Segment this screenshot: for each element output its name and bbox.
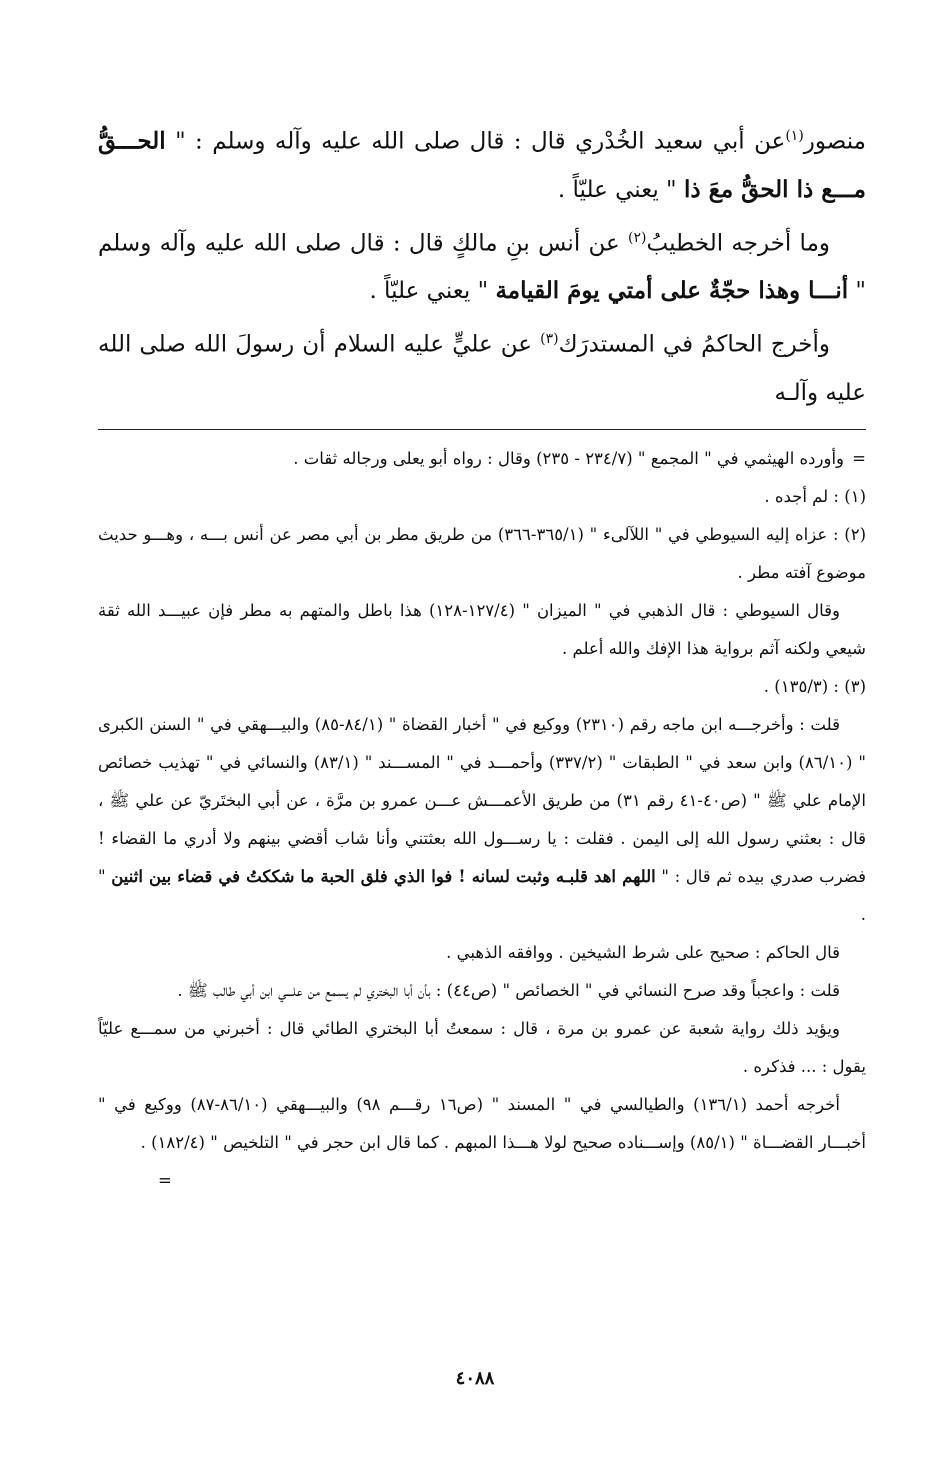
hadith-quote-1: الحـــقُّ مـــع ذا الحقُّ معَ ذا <box>98 127 866 203</box>
text: وما أخرجه الخطيبُ <box>646 230 830 257</box>
footnote-3: (٣) : (١٣٥/٣) . <box>763 676 866 696</box>
text: قلت : وأخرجـــه ابن ماجه رقم (٢٣١٠) ووكيع في " أخبار القضاة " (٨٤/١-٨٥) والبيـــهقي في " السنن الكبرى " (٨٦/١٠) وابن سعد في " الطبقات " (٣٣٧/٢) وأحمـــد في " المســـند " (٨٣/١) والنسائي في " تهذيب خصائص الإمام علي ﷺ " (ص٤٠-٤١ رقم ٣١) من طريق الأعمـــش عـــن عمرو بن مرَّة ، عن أبي البختَريّ عن علي ﷺ ، قال : بعثني رسول الله إلى اليمن . فقلت : يا رســـول الله بعثتني وأنا شاب أقضي بينهم ولا أدري ما القضاء ! فضرب صدري بيده ثم قال : " <box>98 714 867 886</box>
main-paragraph-2 <box>98 214 866 316</box>
footnote-divider <box>98 429 866 430</box>
footnote-3-paragraph: قال الحاكم : صحيح على شرط الشيخين . ووافقه الذهبي . <box>446 942 840 962</box>
text: " يعني عليّاً . <box>557 176 684 203</box>
footnote-1: (١) : لم أجده . <box>764 486 866 506</box>
footnote-2-paragraph: وقال السيوطي : قال الذهبي في " الميزان " (١٢٧/٤-١٢٨) هذا باطل والمتهم به مطر فإن عبيـــد الله ثقة شيعي ولكنه آثم برواية هذا الإفك والله أعلم . <box>98 600 866 658</box>
text: " . <box>98 866 866 924</box>
text: أخرجه أحمد (١٣٦/١) والطيالسي في " المسند " (ص١٦ رقـــم ٩٨) والبيـــهقي (٨٦/١٠-٨٧) ووكيع في " أخبـــار القضـــاة " (٨٥/١) وإســـناده صحيح لولا هـــذا المبهم . كما قال ابن حجر في " التلخيص " (١٨٢/٤) . <box>98 1094 866 1152</box>
text: عن أنس بنِ مالكٍ قال : قال صلى الله عليه وآله وسلم " <box>98 230 866 305</box>
hadith-quote-3: اللهم اهد قلبـه وثبت لسانه ! فوا الذي فلق الحبة ما شككتُ في قضاء بين اثنين <box>111 866 656 886</box>
footnote-ref-3[interactable]: (٣) <box>540 331 559 348</box>
text: منصور <box>803 128 866 155</box>
footnote-continued <box>98 440 866 478</box>
footnote-ref-2[interactable]: (٢) <box>628 229 647 246</box>
footnotes <box>98 440 867 1190</box>
text: " يعني عليّاً . <box>369 278 496 305</box>
text: عن عليٍّ عليه السلام أن رسولَ الله صلى الله عليه وآلـه <box>98 331 866 406</box>
footnote-3-paragraph: ويؤيد ذلك رواية شعبة عن عمرو بن مرة ، قال : سمعتُ أبا البختري الطائي قال : أخبرني من سمـــع عليّاً يقول : ... فذكره . <box>98 1018 866 1076</box>
text: وأورده الهيثمي في " المجمع " (٢٣٤/٧ - ٢٣٥) وقال : رواه أبو يعلى ورجاله ثقات . <box>293 448 844 468</box>
hadith-quote-2: أنـــا وهذا حجّةٌ على أمتي يومَ القيامة <box>495 277 849 305</box>
footnote-2: (٢) : عزاه إليه السيوطي في " اللآلىء " (٣٦٥/١-٣٦٦) من طريق مطر بن أبي مصر عن أنس بـــه ، وهـــو حديث موضوع آفته مطر . <box>98 524 866 582</box>
footnote-3-paragraph <box>98 1086 866 1190</box>
footnote-ref-1[interactable]: (١) <box>785 128 804 144</box>
text: وأخرج الحاكمُ في المستدرَك <box>558 331 830 358</box>
page <box>98 112 866 1200</box>
continuation-mark: = <box>158 1170 172 1190</box>
main-paragraph-3 <box>98 315 866 417</box>
main-text <box>98 112 866 417</box>
page-number: ٤٠٨٨ <box>455 1368 495 1389</box>
main-paragraph-1 <box>98 112 866 214</box>
footnote-3-paragraph: قلت : واعجباً وقد صرح النسائي في " الخصائص " (ص٤٤) : بأن أبا البختري لم يسمع من علـــي ابن أبي طالب ﷺ . <box>177 980 840 1000</box>
continuation-mark: = <box>852 448 866 468</box>
footnote-3-paragraph <box>98 706 866 934</box>
text: عن أبي سعيد الخُدْري قال : قال صلى الله عليه وآله وسلم : " <box>165 128 786 155</box>
